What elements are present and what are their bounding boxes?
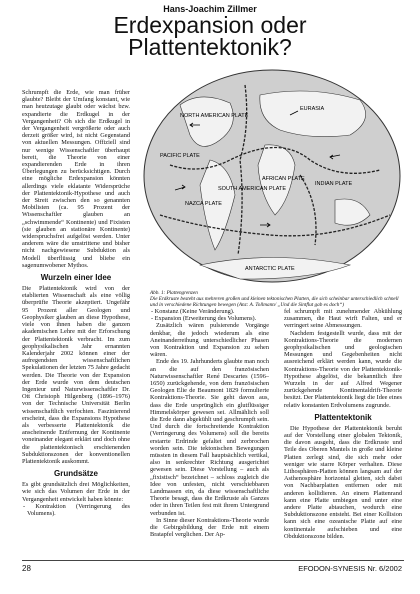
paragraph: Die Plattentektonik wird von der etablierten Wissenschaft als eine völlig überprüfte Theorie akzeptiert. Ungefähr 95 Prozent aller Geologen und Geophysiker glauben an diese Hypothese, viele von ihnen haben die ganzen akademischen Lehre mit der Erforschung der Plattentektonik verbracht. Im zum geophysikalischen Jahr ernannten Kalenderjahr 2002 können einer der aufregendsten wissenschaftlichen Spekulationen der letzten 75 Jahre gedacht werden. Die Theorie von der Expansion der Erde wurde von dem deutschen Ingenieur und Naturwissenschaftler Dr. Ott Christoph Hilgenberg (1896–1976) von der Technische Universität Berlin wissenschaftlich verfochten. Faszinierend erscheint, dass die Expansions Hypothese als verbesserte Plattentektonik die anscheinende Entfernung der Kontinente voneinander elegant erklärt und doch ohne die plattentektonisch erschienenden Subduktionszonen der konventionellen Plattentektonik auskommt. — [22, 285, 130, 465]
section-heading-grundsaetze: Grundsätze — [53, 469, 98, 479]
list-item: - Konstanz (Keine Veränderung). — [151, 308, 235, 315]
label-african: AFRICAN PLATE — [262, 176, 305, 182]
section-heading-wurzeln: Wurzeln einer Idee — [40, 273, 112, 283]
label-north-american: NORTH AMERICAN PLATE — [180, 113, 249, 119]
paragraph: Ende des 19. Jahrhunderts glaubte man noch an die auf den französischen Naturwissenschaftler René Descartes (1596–1650) zurückgehende, von dem französischen Geologen Elie de Beaumont 1829 formulierte Kontraktions-Theorie. Sie geht davon aus, dass die Erde ursprünglich ein glutflüssiger Himmelskörper gewesen sei. Allmählich soll die Erde dann abgekühlt und geschrumpft sein. Und durch die fortschreitende Kontraktion (Verringerung des Volumens) soll die bereits erstarrte Erdrinde gefaltet und zerbrochen worden sein. Die tektonischen Bewegungen müssten in diesem Fall hauptsächlich vertikal, also in senkrechter Richtung ausgerichtet gewesen sein. Diese Vorstellung – auch als „fixistisch“ bezeichnet – schloss zugleich die Idee von unfesten, nicht verschiebbaren Landmassen ein, da diese wissenschaftliche Theorie besagt, dass die Erdkruste als Ganzes oder in ihren Teilen fest mit ihrem Untergrund verbunden ist. — [150, 358, 269, 517]
title-line-2: Plattentektonik? — [128, 34, 292, 60]
author-name: Hans-Joachim Zillmer — [163, 4, 257, 14]
journal-name: EFODON-SYNESIS Nr. 6/2002 — [298, 564, 402, 573]
intro-paragraph: Schrumpft die Erde, wie man früher glaubte? Bleibt der Umfang konstant, wie man heutzutage glaubt oder wächst bzw. expandierte die Erdkugel in der Vergangenheit? Oh sich die Erdkugel in der Vergangenheit vergrößerte oder auch derzeit größer wird, ist nicht Gegenstand von aktuellen Messungen. Offiziell sind nur wenige Wissenschaftler überhaupt bereit, die Theorie von einer expandierenden Erde in ihren Überlegungen zu berücksichtigen. Durch eine mögliche Erdexpansion könnten allerdings viele eklatante Widersprüche der Plattentektonik-Hypothese und auch der Streit zwischen den so genannten Mobilisten (ca. 95 Prozent der Wissenschaftler glauben an „schwimmende“ Kontinente) und Fixisten (sie glauben an stationäre Kontinente) widerspruchsfrei aufgelöst werden. Unter anderem wäre die umstrittene und bisher nicht nachgewiesene Subduktion als Modell überflüssig und bliebe ein sagenumwobener Mythos. — [22, 89, 130, 269]
label-south-american: SOUTH AMERICAN PLATE — [218, 186, 287, 192]
list-item: - Expansion (Erweiterung des Volumens). — [151, 315, 257, 323]
plate-tectonics-map — [140, 65, 404, 287]
section-heading-plattentektonik: Plattentektonik — [314, 412, 372, 422]
list — [150, 308, 269, 322]
paragraph: Nachdem festgestellt wurde, dass mit der Kontraktions-Theorie die modernen geophysikalischen und geologischen Messungen und Gegebenheiten nicht ausreichend erklärt werden kann, wurde die Kontraktions-Theorie von der Plattentektonik-Hypothese abgelöst, die bekanntlich ihre Wurzeln in der auf Alfred Wegener zurückgehende Kontinentaldrift-Theorie besitzt. Der Plattentektonik liegt die Idee eines relativ konstanten Erdvolumens zugrunde. — [284, 329, 402, 409]
paragraph: Die Hypothese der Plattentektonik beruht auf der Vorstellung einer globalen Tektonik, die davon ausgeht, dass die Erdkruste und Teile des Oberen Mantels in große und kleine Platten zerlegt sind, die sich mehr oder weniger wie starre Körper verhalten. Diese Lithosphären-Platten können langsam auf der Asthenosphäre horizontal gleiten, sich dabei von Nachbarplatten entfernen oder mit anderen kollidieren. An einem Plattenrand kann eine Platte umbiegen und unter eine andere Platte abtauchen, wodurch eine Subduktionszone entsteht. Bei einer Kollision kann sich eine ozeanische Platte auf eine kontinentale aufschieben und eine Obduktionszone bilden. — [284, 424, 402, 540]
text-column-2 — [150, 308, 269, 553]
page-title — [0, 14, 420, 58]
paragraph: In Sinne dieser Kontraktions-Theorie wurde die Gebirgsbildung der Erde mit einem Bratapfel verglichen. Der Ap- — [150, 516, 269, 539]
list — [22, 503, 130, 517]
list-item: - Kontraktion (Verringerung des Volumens). — [23, 502, 130, 517]
page-number: 28 — [22, 564, 31, 573]
paragraph: Zusätzlich wären pulsierende Vorgänge denkbar, die jedoch wiederum als eine Aneinanderreihung unterschiedlicher Phasen von Kontraktion und Expansion zu sehen wären. — [150, 322, 269, 359]
paragraph: Es gibt grundsätzlich drei Möglichkeiten, wie sich das Volumen der Erde in der Vergangenheit entwickelt haben könnte: — [22, 481, 130, 503]
title-line-1: Erdexpansion oder — [113, 12, 307, 38]
paragraph: fel schrumpft mit zunehmender Abkühlung zusammen, die Haut wirft Falten, und er verringert seine Abmessungen. — [284, 308, 402, 330]
footer-divider — [22, 560, 404, 561]
label-indian: INDIAN PLATE — [315, 181, 353, 187]
label-antarctic: ANTARCTIC PLATE — [245, 266, 295, 272]
label-nazca: NAZCA PLATE — [185, 201, 222, 207]
text-column-3 — [284, 308, 402, 553]
label-pacific: PACIFIC PLATE — [160, 153, 200, 159]
label-eurasia: EURASIA — [300, 106, 325, 112]
text-column-1 — [22, 65, 130, 555]
figure-caption: Abb. 1: Plattengrenzen Die Erdkruste besteht aus mehreren großen und kleinen tektonischen Platten, die sich scheinbar unterschiedlich schnell und in verschiedene Richtungen bewegen (Anz: A. Tollmann/ „Und die Sintflut gab es doch“) — [150, 290, 399, 308]
